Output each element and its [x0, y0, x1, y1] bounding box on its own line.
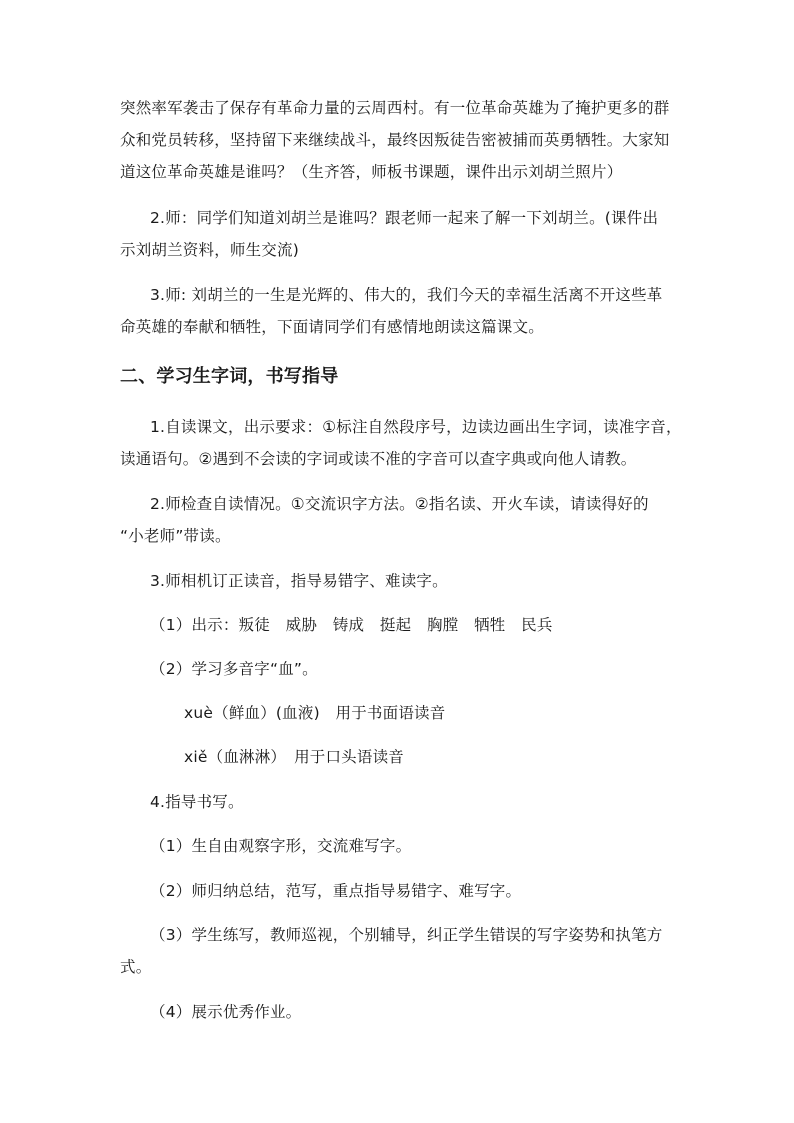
item1-line-1: 1.自读课文，出示要求：①标注自然段序号，边读边画出生字词，读准字音，: [150, 418, 682, 436]
writing-step-1: （1）生自由观察字形，交流难写字。: [150, 837, 412, 855]
intro-line-1: 突然率军袭击了保存有革命力量的云周西村。有一位革命英雄为了掩护更多的群: [120, 99, 670, 117]
writing-step-3-line-1: （3）学生练写，教师巡视，个别辅导，纠正学生错误的写字姿势和执笔方: [150, 926, 663, 944]
item2-line-1: 2.师检查自读情况。①交流识字方法。②指名读、开火车读，请读得好的: [150, 495, 649, 513]
step2-line-1: 2.师：同学们知道刘胡兰是谁吗？跟老师一起来了解一下刘胡兰。(课件出: [150, 209, 659, 227]
writing-step-2: （2）师归纳总结，范写，重点指导易错字、难写字。: [150, 882, 522, 900]
pronunciation-1: xuè（鲜血）(血液) 用于书面语读音: [184, 704, 446, 722]
step2-line-2: 示刘胡兰资料，师生交流): [120, 241, 299, 259]
item2-line-2: “小老师”带读。: [120, 527, 231, 545]
item1-line-2: 读通语句。②遇到不会读的字词或读不准的字音可以查字典或向他人请教。: [120, 450, 637, 468]
sub2-polyphone: （2）学习多音字“血”。: [150, 660, 318, 678]
writing-step-4: （4）展示优秀作业。: [150, 1003, 302, 1021]
writing-step-3-line-2: 式。: [120, 958, 152, 976]
item3: 3.师相机订正读音，指导易错字、难读字。: [150, 572, 448, 590]
step3-line-1: 3.师: 刘胡兰的一生是光辉的、伟大的，我们今天的幸福生活离不开这些革: [150, 286, 663, 304]
intro-line-2: 众和党员转移，坚持留下来继续战斗，最终因叛徒告密被捕而英勇牺牲。大家知: [120, 131, 670, 149]
step3-line-2: 命英雄的奉献和牺牲，下面请同学们有感情地朗读这篇课文。: [120, 318, 544, 336]
sub1-word-list: （1）出示：叛徒 威胁 铸成 挺起 胸膛 牺牲 民兵: [150, 616, 553, 634]
intro-line-3: 道这位革命英雄是谁吗？（生齐答，师板书课题，课件出示刘胡兰照片）: [120, 163, 623, 181]
section-heading: 二、学习生字词，书写指导: [120, 366, 339, 387]
item4: 4.指导书写。: [150, 793, 244, 811]
pronunciation-2: xiě（血淋淋） 用于口头语读音: [184, 748, 404, 766]
